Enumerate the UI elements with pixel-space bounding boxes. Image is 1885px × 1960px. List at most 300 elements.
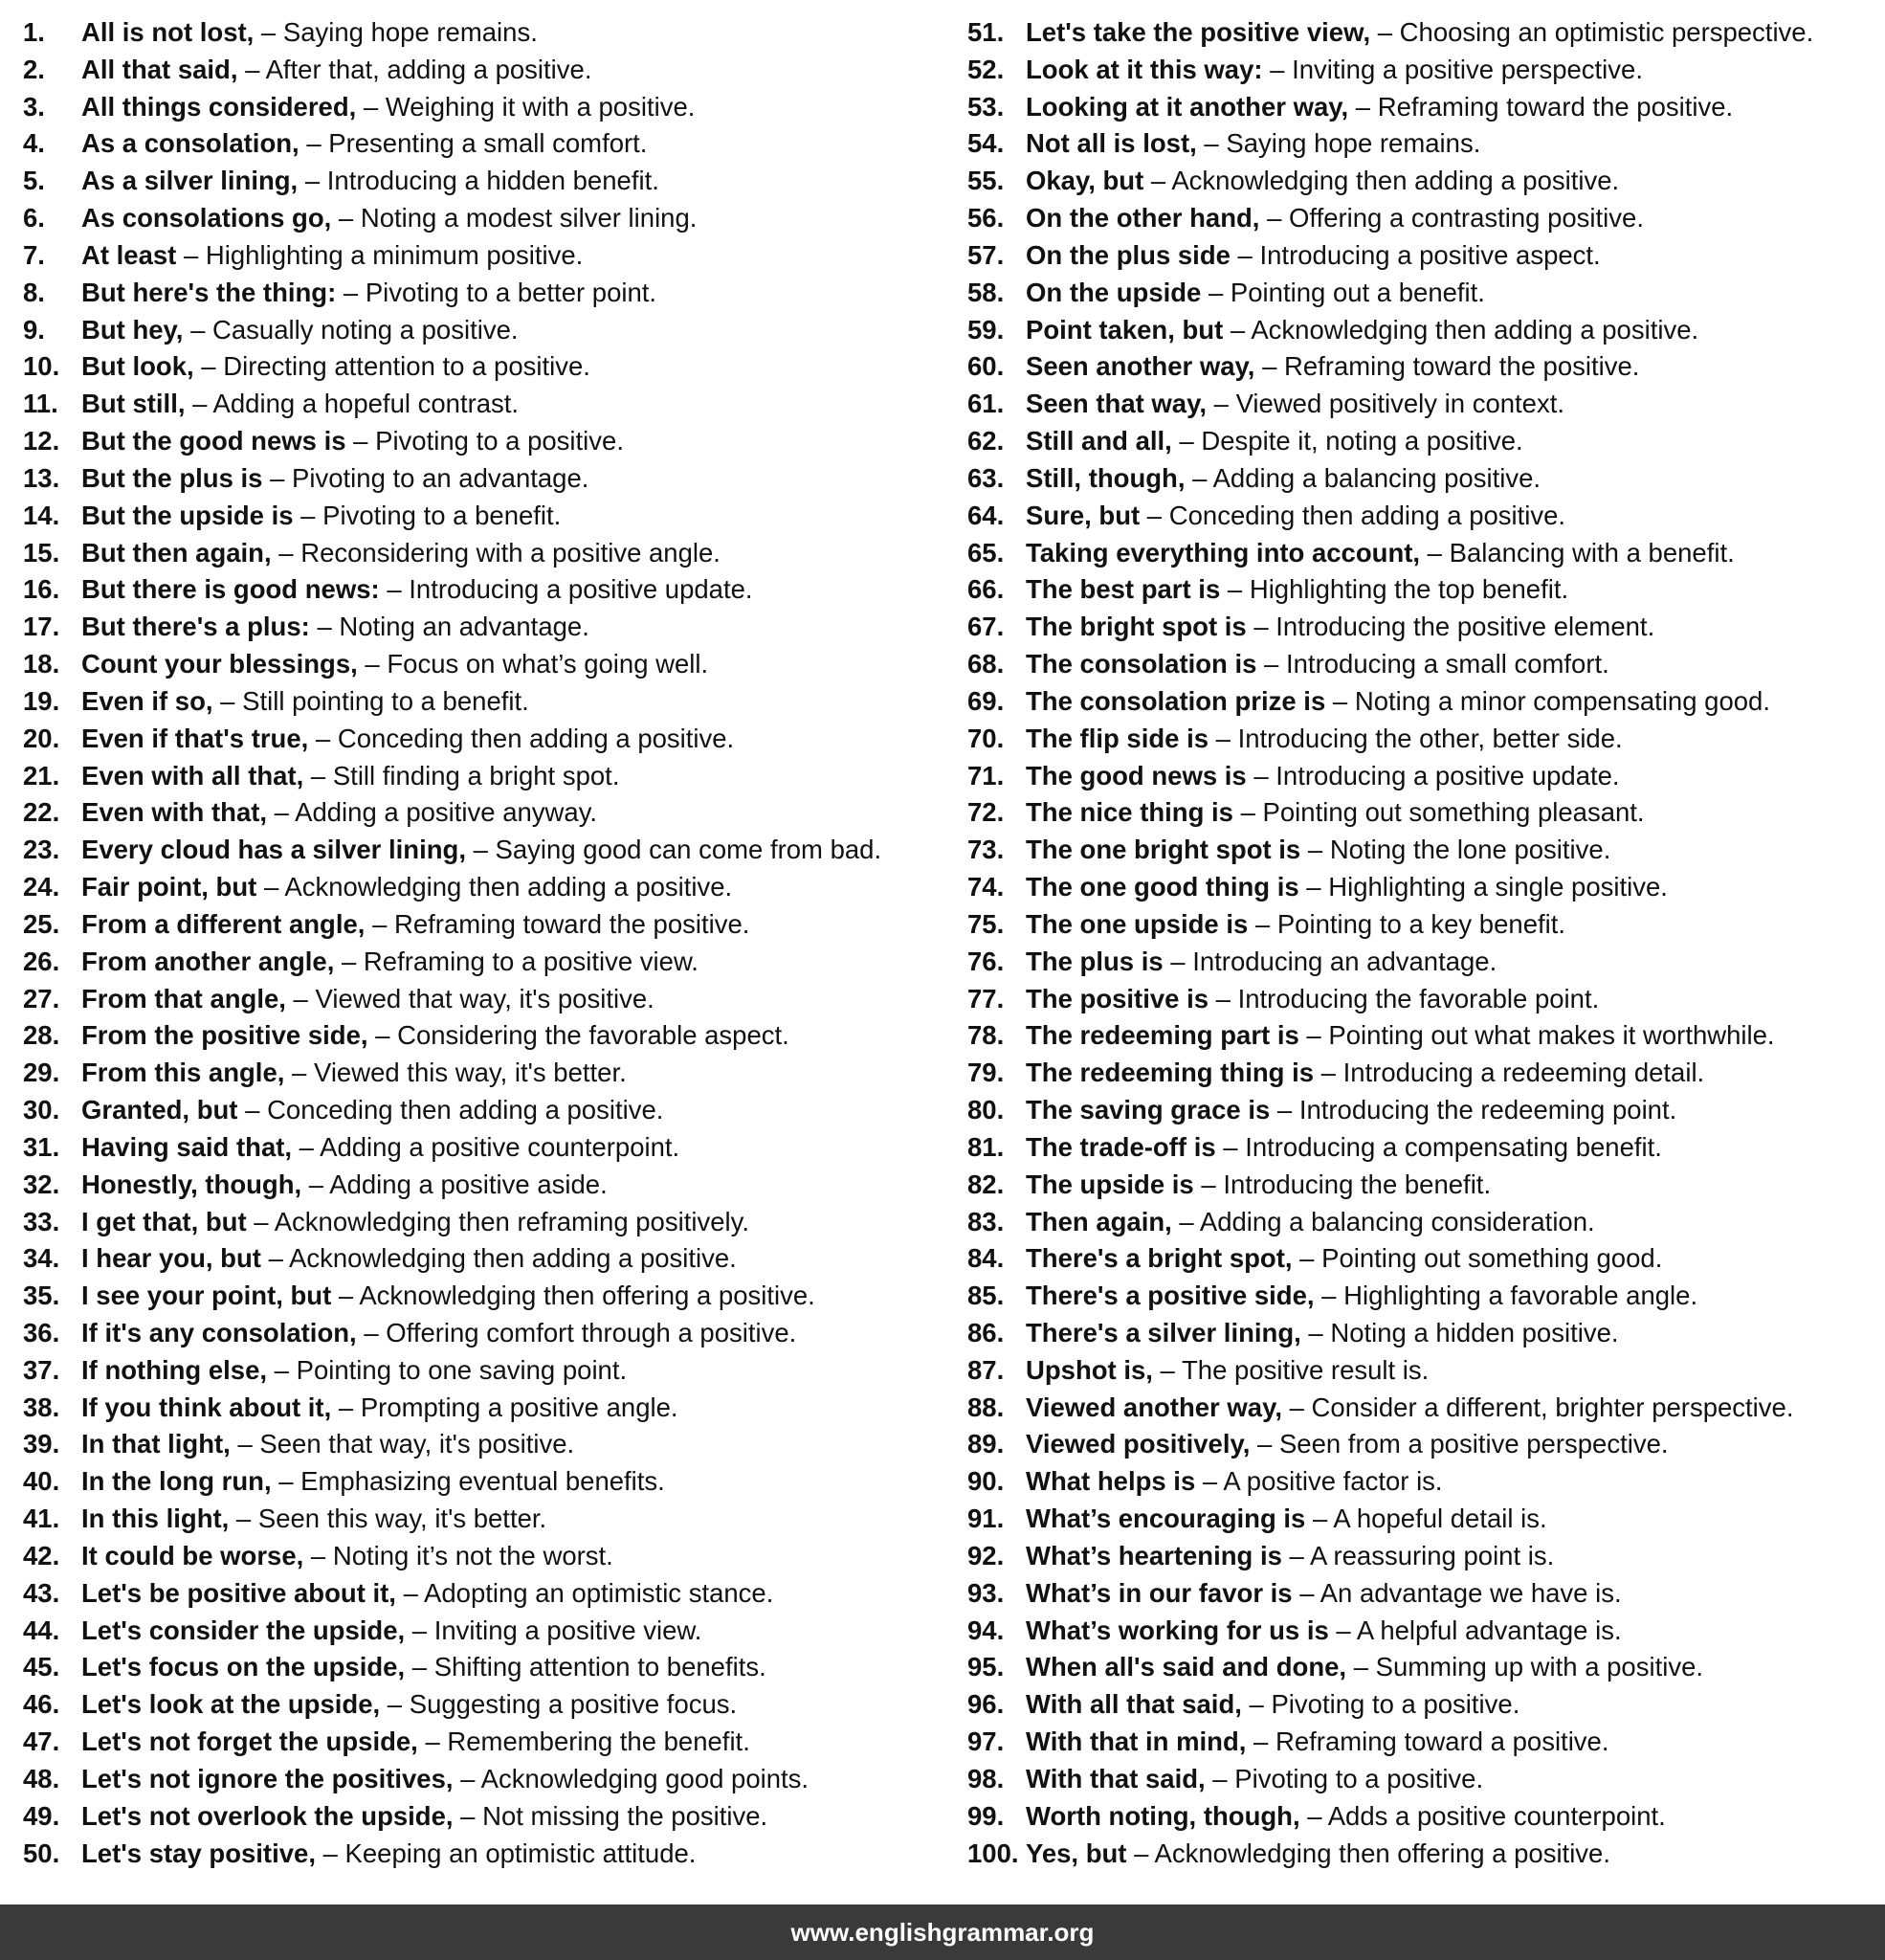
item-number: 26.	[23, 946, 60, 976]
item-meaning: Acknowledging then adding a positive.	[1171, 166, 1620, 196]
item-number: 33.	[23, 1206, 60, 1236]
item-number: 63.	[967, 462, 1005, 493]
item-meaning: Choosing an optimistic perspective.	[1399, 17, 1814, 47]
item-phrase: Seen that way,	[1026, 389, 1207, 419]
list-item	[23, 721, 942, 758]
item-text	[1026, 609, 1654, 646]
item-number: 16.	[23, 574, 60, 605]
list-item	[967, 237, 1881, 275]
item-text	[81, 758, 619, 795]
item-separator: –	[1281, 1540, 1310, 1570]
list-item	[23, 1390, 942, 1427]
item-meaning: Noting an advantage.	[339, 612, 589, 642]
item-meaning: Pointing to a key benefit.	[1276, 908, 1566, 939]
item-text	[81, 1575, 773, 1613]
item-meaning: Suggesting a positive focus.	[409, 1689, 738, 1720]
list-item	[967, 1204, 1881, 1241]
item-text	[81, 906, 749, 944]
item-number: 38.	[23, 1392, 60, 1422]
item-meaning: Adding a positive aside.	[329, 1169, 608, 1199]
list-item	[967, 14, 1881, 52]
item-meaning: Pivoting to an advantage.	[292, 462, 589, 493]
item-separator: –	[1262, 54, 1293, 84]
list-item	[23, 646, 942, 683]
item-text	[81, 1055, 627, 1092]
item-meaning: Noting it’s not the worst.	[332, 1540, 613, 1570]
item-text	[1026, 1390, 1793, 1427]
item-meaning: Acknowledging then offering a positive.	[1154, 1838, 1610, 1868]
list-item	[23, 981, 942, 1018]
item-meaning: Introducing a positive aspect.	[1259, 239, 1601, 270]
item-number: 13.	[23, 462, 60, 493]
item-number: 49.	[23, 1800, 60, 1831]
item-phrase: There's a bright spot,	[1026, 1243, 1293, 1274]
item-meaning: Highlighting a single positive.	[1328, 872, 1668, 902]
item-text	[1026, 498, 1565, 535]
item-separator: –	[1346, 1652, 1376, 1682]
item-phrase: Taking everything into account,	[1026, 537, 1421, 568]
item-meaning: Introducing a small comfort.	[1286, 649, 1609, 679]
item-separator: –	[299, 128, 329, 159]
item-number: 68.	[967, 649, 1005, 679]
item-separator: –	[1328, 1615, 1357, 1645]
item-phrase: Still and all,	[1026, 426, 1172, 457]
list-item	[23, 906, 942, 944]
item-number: 91.	[967, 1503, 1005, 1534]
phrase-column-left	[23, 14, 942, 1872]
list-item	[23, 535, 942, 572]
list-item	[23, 1167, 942, 1204]
item-separator: –	[1246, 760, 1276, 791]
item-meaning: The positive result is.	[1182, 1354, 1430, 1385]
item-text	[1026, 683, 1770, 721]
list-item	[23, 1575, 942, 1613]
item-separator: –	[1152, 1354, 1182, 1385]
item-phrase: Even with that,	[81, 797, 268, 828]
item-phrase: The saving grace is	[1026, 1095, 1271, 1125]
item-text	[1026, 1836, 1610, 1873]
list-item	[967, 646, 1881, 683]
list-item	[967, 571, 1881, 609]
item-text	[81, 275, 656, 312]
list-item	[967, 89, 1881, 126]
item-text	[1026, 535, 1735, 572]
item-phrase: What’s in our favor is	[1026, 1577, 1293, 1608]
list-item	[967, 1278, 1881, 1315]
item-phrase: Let's not overlook the upside,	[81, 1800, 454, 1831]
item-number: 23.	[23, 835, 60, 865]
item-phrase: What helps is	[1026, 1466, 1196, 1497]
item-separator: –	[1292, 1243, 1322, 1274]
item-text	[81, 1613, 701, 1650]
item-meaning: Prompting a positive angle.	[360, 1392, 678, 1422]
item-meaning: Reframing to a positive view.	[363, 946, 699, 976]
list-item	[23, 1761, 942, 1798]
item-text	[81, 1836, 696, 1873]
item-text	[1026, 1055, 1704, 1092]
item-meaning: A helpful advantage is.	[1356, 1615, 1622, 1645]
item-separator: –	[1241, 1689, 1272, 1720]
item-meaning: Still finding a bright spot.	[332, 760, 620, 791]
item-separator: –	[262, 462, 293, 493]
item-number: 22.	[23, 797, 60, 828]
item-meaning: Focus on what’s going well.	[387, 649, 709, 679]
list-item	[967, 1055, 1881, 1092]
item-text	[1026, 1278, 1697, 1315]
item-separator: –	[379, 574, 410, 605]
item-meaning: An advantage we have is.	[1320, 1577, 1622, 1608]
item-meaning: Weighing it with a positive.	[385, 91, 696, 122]
item-meaning: Offering comfort through a positive.	[386, 1317, 797, 1348]
item-number: 51.	[967, 17, 1005, 47]
item-meaning: Keeping an optimistic attitude.	[344, 1838, 697, 1868]
item-number: 73.	[967, 835, 1005, 865]
item-number: 57.	[967, 239, 1005, 270]
item-separator: –	[1325, 685, 1355, 716]
item-meaning: Acknowledging then adding a positive.	[284, 872, 733, 902]
item-separator: –	[405, 1615, 434, 1645]
item-phrase: Point taken, but	[1026, 314, 1224, 345]
item-separator: –	[1232, 797, 1263, 828]
item-number: 27.	[23, 983, 60, 1013]
item-separator: –	[1298, 1020, 1329, 1051]
list-item	[967, 721, 1881, 758]
item-separator: –	[254, 17, 283, 47]
item-separator: –	[1195, 1466, 1224, 1497]
item-text	[81, 237, 583, 275]
item-separator: –	[1143, 166, 1172, 196]
item-meaning: Saying hope remains.	[1226, 128, 1481, 159]
item-phrase: On the upside	[1026, 277, 1202, 307]
item-number: 45.	[23, 1652, 60, 1682]
item-phrase: As consolations go,	[81, 203, 332, 234]
item-phrase: But the plus is	[81, 462, 263, 493]
item-phrase: There's a silver lining,	[1026, 1317, 1301, 1348]
item-text	[81, 609, 589, 646]
item-number: 6.	[23, 203, 45, 234]
item-meaning: Pivoting to a positive.	[1271, 1689, 1520, 1720]
item-text	[81, 460, 588, 498]
item-phrase: Let's consider the upside,	[81, 1615, 406, 1645]
item-separator: –	[465, 835, 496, 865]
item-text	[1026, 125, 1480, 163]
item-separator: –	[1171, 426, 1202, 457]
item-phrase: The one upside is	[1026, 908, 1249, 939]
item-number: 2.	[23, 54, 45, 84]
list-item	[967, 1463, 1881, 1501]
item-separator: –	[1140, 500, 1169, 530]
item-number: 58.	[967, 277, 1005, 307]
item-text	[81, 981, 654, 1018]
list-item	[967, 1426, 1881, 1463]
item-number: 93.	[967, 1577, 1005, 1608]
item-separator: –	[230, 1429, 260, 1459]
item-number: 72.	[967, 797, 1005, 828]
list-item	[23, 1463, 942, 1501]
item-number: 55.	[967, 166, 1005, 196]
item-meaning: Introducing an advantage.	[1192, 946, 1497, 976]
item-meaning: Consider a different, brighter perspective.	[1311, 1392, 1794, 1422]
list-item	[23, 1278, 942, 1315]
item-separator: –	[417, 1726, 448, 1757]
item-number: 11.	[23, 389, 58, 419]
item-separator: –	[301, 1169, 330, 1199]
item-number: 24.	[23, 872, 60, 902]
item-separator: –	[284, 1058, 314, 1088]
list-item	[967, 1017, 1881, 1055]
item-meaning: Seen that way, it's positive.	[259, 1429, 575, 1459]
item-meaning: Inviting a positive view.	[433, 1615, 702, 1645]
item-text	[1026, 460, 1541, 498]
item-number: 75.	[967, 908, 1005, 939]
item-separator: –	[1300, 1317, 1331, 1348]
list-item	[967, 832, 1881, 869]
item-phrase: With all that said,	[1026, 1689, 1242, 1720]
item-phrase: If you think about it,	[81, 1392, 332, 1422]
item-text	[81, 646, 708, 683]
item-phrase: The upside is	[1026, 1169, 1194, 1199]
item-number: 12.	[23, 426, 60, 457]
item-phrase: In this light,	[81, 1503, 230, 1534]
list-item	[23, 1686, 942, 1724]
item-text	[1026, 52, 1643, 89]
item-meaning: A reassuring point is.	[1309, 1540, 1555, 1570]
item-separator: –	[1314, 1058, 1343, 1088]
item-separator: –	[237, 54, 266, 84]
item-separator: –	[345, 426, 376, 457]
item-separator: –	[1209, 983, 1238, 1013]
item-meaning: Seen from a positive perspective.	[1278, 1429, 1669, 1459]
item-meaning: Remembering the benefit.	[447, 1726, 750, 1757]
list-item	[23, 1836, 942, 1873]
item-separator: –	[331, 1392, 361, 1422]
item-phrase: I get that, but	[81, 1206, 247, 1236]
item-separator: –	[229, 1503, 258, 1534]
item-number: 66.	[967, 574, 1005, 605]
item-number: 74.	[967, 872, 1005, 902]
item-separator: –	[331, 1281, 360, 1311]
item-number: 10.	[23, 351, 60, 382]
item-number: 43.	[23, 1577, 60, 1608]
list-item	[967, 200, 1881, 237]
item-separator: –	[293, 500, 323, 530]
item-text	[81, 312, 519, 349]
list-item	[23, 609, 942, 646]
list-item	[967, 1092, 1881, 1129]
item-separator: –	[1298, 872, 1329, 902]
item-separator: –	[1193, 1169, 1224, 1199]
item-separator: –	[271, 1466, 301, 1497]
list-item	[967, 1761, 1881, 1798]
list-item	[967, 1390, 1881, 1427]
item-number: 5.	[23, 166, 45, 196]
item-text	[81, 163, 659, 200]
item-meaning: Adding a positive anyway.	[295, 797, 598, 828]
item-separator: –	[395, 1577, 425, 1608]
item-meaning: Directing attention to a positive.	[223, 351, 590, 382]
item-separator: –	[1246, 1726, 1275, 1757]
item-number: 96.	[967, 1689, 1005, 1720]
item-phrase: Let's not ignore the positives,	[81, 1763, 454, 1793]
list-item	[23, 275, 942, 312]
item-separator: –	[267, 797, 296, 828]
item-phrase: But still,	[81, 389, 186, 419]
item-phrase: In that light,	[81, 1429, 231, 1459]
list-item	[23, 1613, 942, 1650]
item-meaning: Conceding then adding a positive.	[337, 723, 735, 753]
list-item	[967, 52, 1881, 89]
footer-url[interactable]: www.englishgrammar.org	[790, 1918, 1095, 1947]
item-separator: –	[212, 685, 243, 716]
item-separator: –	[1207, 389, 1236, 419]
item-separator: –	[1256, 649, 1286, 679]
item-meaning: Inviting a positive perspective.	[1292, 54, 1643, 84]
item-number: 83.	[967, 1206, 1005, 1236]
item-number: 25.	[23, 908, 60, 939]
list-item	[967, 944, 1881, 981]
item-meaning: Pointing out something good.	[1321, 1243, 1663, 1274]
item-text	[81, 1426, 574, 1463]
item-meaning: Reconsidering with a positive angle.	[300, 537, 721, 568]
item-phrase: With that said,	[1026, 1763, 1206, 1793]
list-item	[967, 1352, 1881, 1390]
item-text	[1026, 906, 1565, 944]
item-phrase: Fair point, but	[81, 872, 257, 902]
list-item	[967, 906, 1881, 944]
item-text	[81, 89, 695, 126]
item-text	[81, 721, 734, 758]
item-text	[81, 200, 697, 237]
item-separator: –	[1201, 277, 1231, 307]
item-phrase: Let's be positive about it,	[81, 1577, 396, 1608]
item-text	[1026, 1129, 1662, 1167]
item-separator: –	[1248, 908, 1277, 939]
item-text	[81, 832, 881, 869]
item-text	[1026, 1575, 1622, 1613]
item-text	[1026, 312, 1698, 349]
item-text	[81, 1538, 613, 1575]
item-separator: –	[309, 612, 340, 642]
item-text	[81, 1092, 663, 1129]
item-number: 44.	[23, 1615, 60, 1645]
item-phrase: Honestly, though,	[81, 1169, 302, 1199]
item-number: 20.	[23, 723, 60, 753]
item-meaning: Pivoting to a positive.	[375, 426, 624, 457]
list-item	[23, 869, 942, 906]
item-meaning: Acknowledging then adding a positive.	[1251, 314, 1699, 345]
item-number: 41.	[23, 1503, 60, 1534]
item-phrase: From this angle,	[81, 1058, 285, 1088]
item-text	[1026, 423, 1523, 460]
item-separator: –	[315, 1838, 345, 1868]
item-phrase: The best part is	[1026, 574, 1221, 605]
item-number: 80.	[967, 1095, 1005, 1125]
item-meaning: Pivoting to a positive.	[1234, 1763, 1484, 1793]
item-meaning: Pointing out a benefit.	[1230, 277, 1485, 307]
item-text	[1026, 386, 1564, 423]
item-phrase: Viewed another way,	[1026, 1392, 1282, 1422]
item-meaning: Introducing a positive update.	[1275, 760, 1620, 791]
item-text	[81, 944, 699, 981]
item-meaning: Still pointing to a benefit.	[242, 685, 529, 716]
item-phrase: The trade-off is	[1026, 1131, 1216, 1162]
item-meaning: Noting the lone positive.	[1329, 835, 1611, 865]
item-number: 90.	[967, 1466, 1005, 1497]
item-phrase: From a different angle,	[81, 908, 366, 939]
item-number: 42.	[23, 1540, 60, 1570]
item-meaning: Highlighting a minimum positive.	[205, 239, 584, 270]
item-text	[81, 348, 590, 386]
item-text	[81, 1724, 750, 1761]
list-item	[967, 1649, 1881, 1686]
item-phrase: As a silver lining,	[81, 166, 299, 196]
item-text	[1026, 1426, 1669, 1463]
item-number: 46.	[23, 1689, 60, 1720]
item-phrase: What’s heartening is	[1026, 1540, 1282, 1570]
item-meaning: Introducing the other, better side.	[1237, 723, 1623, 753]
item-phrase: The nice thing is	[1026, 797, 1233, 828]
list-item	[967, 609, 1881, 646]
item-meaning: Pivoting to a benefit.	[322, 500, 562, 530]
item-text	[81, 1315, 796, 1352]
item-meaning: Pivoting to a better point.	[365, 277, 657, 307]
item-meaning: Pointing out what makes it worthwhile.	[1328, 1020, 1775, 1051]
item-phrase: The good news is	[1026, 760, 1247, 791]
item-number: 34.	[23, 1243, 60, 1274]
list-item	[23, 794, 942, 832]
list-item	[967, 386, 1881, 423]
item-meaning: Reframing toward the positive.	[394, 908, 750, 939]
item-phrase: The consolation prize is	[1026, 685, 1326, 716]
item-text	[81, 125, 647, 163]
item-separator: –	[1300, 835, 1330, 865]
item-separator: –	[260, 1243, 289, 1274]
item-meaning: Introducing a hidden benefit.	[326, 166, 659, 196]
item-text	[1026, 758, 1620, 795]
item-text	[1026, 1798, 1666, 1836]
list-item	[967, 1501, 1881, 1538]
item-phrase: The consolation is	[1026, 649, 1257, 679]
item-meaning: Emphasizing eventual benefits.	[300, 1466, 665, 1497]
item-meaning: Not missing the positive.	[482, 1800, 768, 1831]
item-phrase: The flip side is	[1026, 723, 1209, 753]
item-phrase: From that angle,	[81, 983, 286, 1013]
item-text	[1026, 1315, 1619, 1352]
list-item	[23, 1129, 942, 1167]
item-phrase: Okay, but	[1026, 166, 1144, 196]
item-separator: –	[1205, 1763, 1235, 1793]
item-phrase: It could be worse,	[81, 1540, 304, 1570]
item-number: 53.	[967, 91, 1005, 122]
item-text	[81, 683, 529, 721]
item-meaning: Introducing the redeeming point.	[1298, 1095, 1677, 1125]
item-meaning: Saying good can come from bad.	[495, 835, 882, 865]
item-phrase: The bright spot is	[1026, 612, 1247, 642]
item-text	[1026, 944, 1497, 981]
item-phrase: All things considered,	[81, 91, 357, 122]
item-separator: –	[1209, 723, 1238, 753]
item-number: 62.	[967, 426, 1005, 457]
item-text	[81, 1686, 737, 1724]
item-phrase: The redeeming part is	[1026, 1020, 1299, 1051]
list-item	[967, 1724, 1881, 1761]
item-meaning: Noting a hidden positive.	[1330, 1317, 1619, 1348]
item-number: 94.	[967, 1615, 1005, 1645]
item-separator: –	[1250, 1429, 1279, 1459]
list-item	[23, 1501, 942, 1538]
item-meaning: Adding a positive counterpoint.	[320, 1131, 680, 1162]
item-separator: –	[308, 723, 338, 753]
